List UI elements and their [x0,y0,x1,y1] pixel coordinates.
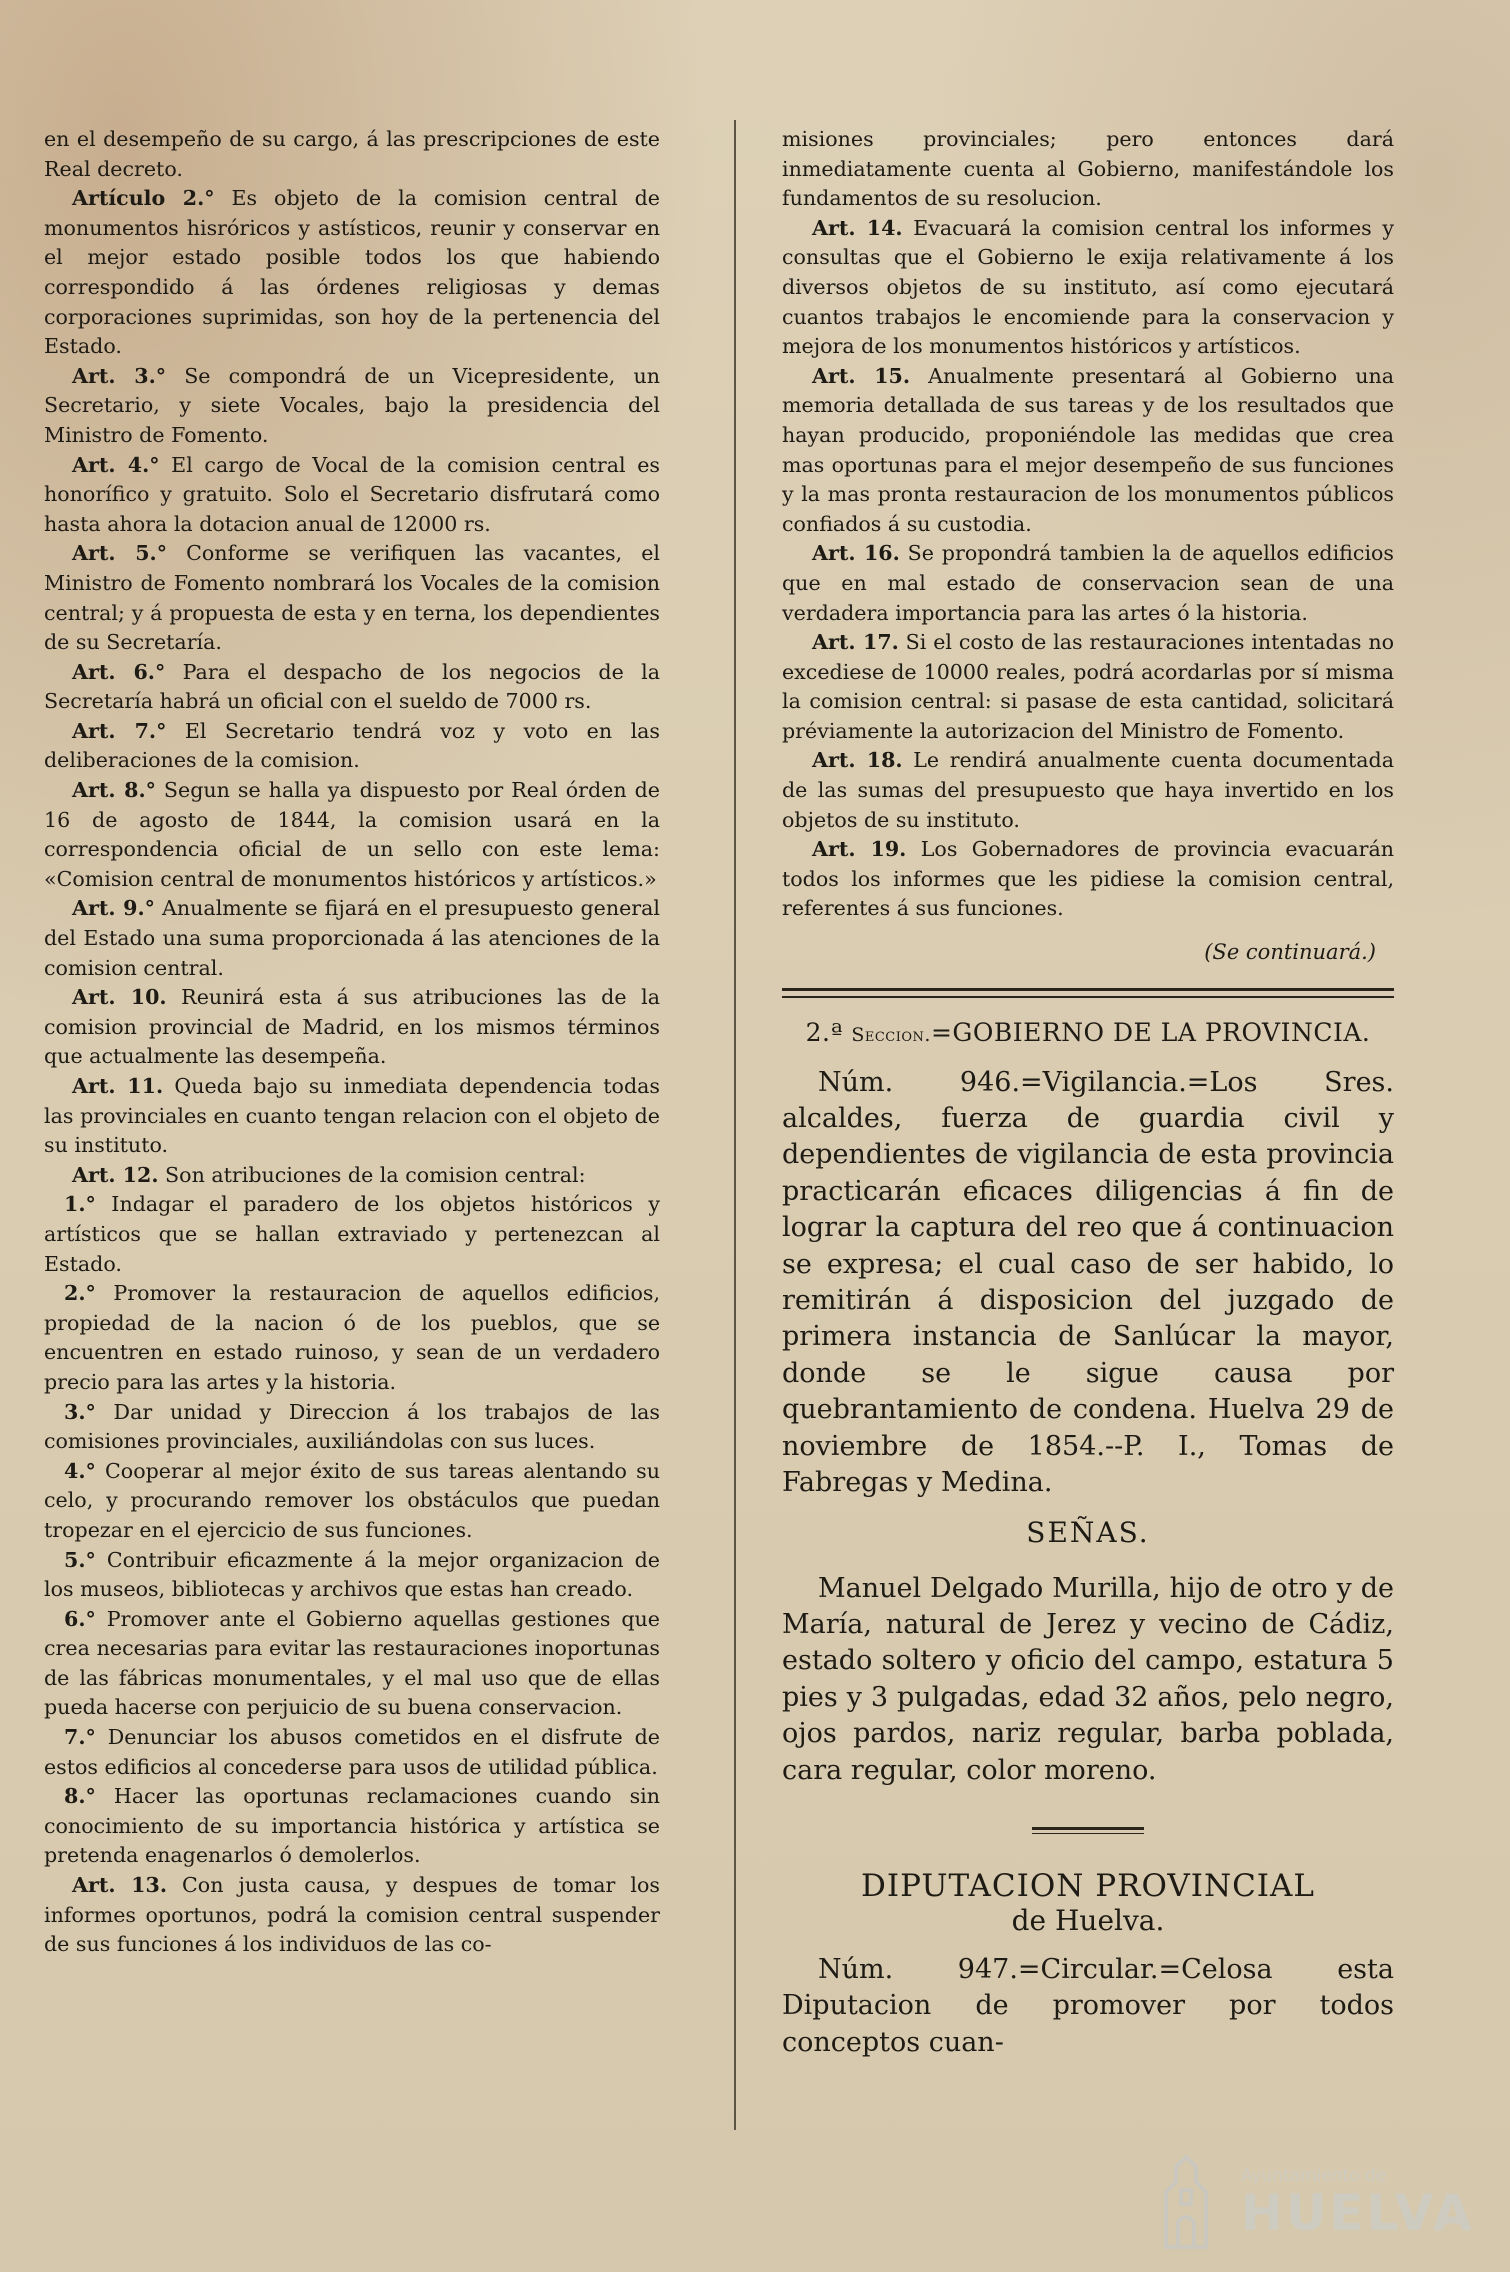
article-number: Art. 13. [72,1873,167,1898]
article-text: Se compondrá de un Vicepresidente, un Secretario, y siete Vocales, bajo la presidencia del Ministro de Fomento. [44,363,660,447]
article-paragraph [782,628,1394,746]
article-text: Contribuir eficazmente á la mejor organizacion de los museos, bibliotecas y archivos que estas han creado. [44,1547,660,1602]
article-number: 1.° [64,1192,96,1217]
article-text: Queda bajo su inmediata dependencia todas las provinciales en cuanto tengan relacion con el objeto de su instituto. [44,1074,660,1158]
article-text: Denunciar los abusos cometidos en el disfrute de estos edificios al concederse para usos de utilidad pública. [44,1725,660,1779]
article-number: Art. 12. [72,1162,159,1187]
article-text: Son atribuciones de la comision central: [158,1162,586,1187]
watermark-line2: HUELVA [1241,2184,1475,2242]
article-text: El cargo de Vocal de la comision central es honorífico y gratuito. Solo el Secretario disfrutará como hasta ahora la dotacion anual de 12000 rs. [44,452,660,536]
left-column [44,125,660,1960]
right-column [782,125,1394,2061]
article-number: 4.° [64,1458,96,1483]
article-text: misiones provinciales; pero entonces dará inmediatamente cuenta al Gobierno, manifestándole los fundamentos de su resolucion. [782,127,1394,211]
archive-watermark [1146,2148,1486,2258]
article-number: Artículo 2.° [72,186,215,211]
article-number: Art. 7.° [72,718,167,743]
article-text: Reunirá esta á sus atribuciones las de la comision provincial de Madrid, en los mismos términos que actualmente las desempeña. [44,985,660,1069]
article-paragraph [44,362,660,451]
article-paragraph [44,717,660,776]
article-paragraph [44,1871,660,1960]
article-paragraph [782,362,1394,540]
article-paragraph [782,746,1394,835]
continued-note: (Se continuará.) [1204,940,1376,965]
section-label: Seccion. [851,1023,931,1046]
article-paragraph [44,1072,660,1161]
diputacion-heading: DIPUTACION PROVINCIAL [860,1867,1316,1904]
article-number: Art. 5.° [72,541,168,566]
article-paragraph [44,894,660,983]
article-paragraph [782,214,1394,362]
article-text: Con justa causa, y despues de tomar los informes oportunos, podrá la comision central suspender de sus funciones á los individuos de las co- [44,1873,660,1957]
article-text: Hacer las oportunas reclamaciones cuando sin conocimiento de su importancia histórica y artística se pretenda enagenarlos ó demolerlos. [44,1784,660,1868]
article-number: 5.° [64,1547,96,1572]
list-item [44,1546,660,1605]
list-item [44,1605,660,1723]
article-paragraph [44,539,660,657]
diputacion-subheading: de Huelva. [1011,1903,1165,1937]
paragraph [44,125,660,184]
section-heading [782,1018,1394,1047]
article-text: Conforme se verifiquen las vacantes, el Ministro de Fomento nombrará los Vocales de la comision central; y á propuesta de esta y en terna, los dependientes de su Secretaría. [44,541,660,655]
list-item [44,1398,660,1457]
column-divider [734,120,736,2130]
article-text: en el desempeño de su cargo, á las prescripciones de este Real decreto. [44,127,660,181]
city-tower-icon [1146,2152,1226,2252]
article-text: Cooperar al mejor éxito de sus tareas alentando su celo, y procurando remover los obstáculos que puedan tropezar en el ejercicio de sus funciones. [44,1458,660,1542]
paragraph [782,125,1394,214]
article-paragraph [44,658,660,717]
article-number: Art. 8.° [72,778,156,803]
article-text: Promover ante el Gobierno aquellas gestiones que crea necesarias para evitar las restauraciones inoportunas de las fábricas monumentales, y el mal uso que de ellas pueda hacerse con perjuicio de su buena conservacion. [44,1606,660,1720]
article-number: 3.° [64,1399,96,1424]
article-number: Art. 16. [812,541,900,566]
article-number: Art. 4.° [72,452,160,477]
article-text: Promover la restauracion de aquellos edificios, propiedad de la nacion ó de los pueblos, que se encuentren en estado ruinoso, y sean de un verdadero precio para las artes y la historia. [44,1281,660,1394]
watermark-line1: Ayuntamiento de [1241,2166,1387,2186]
article-paragraph [44,184,660,362]
article-number: 2.° [64,1281,96,1306]
list-item [44,1782,660,1871]
article-text: Dar unidad y Direccion á los trabajos de las comisiones provinciales, auxiliándolas con sus luces. [44,1399,660,1454]
notice-946: Núm. 946.=Vigilancia.=Los Sres. alcaldes, fuerza de guardia civil y dependientes de vigilancia de esta provincia practicarán eficaces diligencias á fin de lograr la captura del reo que á continuacion se expresa; el cual caso de ser habido, lo remitirán á disposicion del juzgado de primera instancia de Sanlúcar la mayor, donde se le sigue causa por quebrantamiento de condena. Huelva 29 de noviembre de 1854.--P. I., Tomas de Fabregas y Medina. [782,1066,1394,1499]
article-paragraph [44,776,660,894]
article-number: Art. 14. [812,215,903,240]
article-text: Evacuará la comision central los informes y consultas que el Gobierno le exija relativamente á los diversos objetos de su instituto, así como ejecutará cuantos trabajos le encomiende para la conservacion y mejora de los monumentos históricos y artísticos. [782,215,1394,359]
article-text: Indagar el paradero de los objetos históricos y artísticos que se hallan extraviado y pertenezcan al Estado. [44,1192,660,1276]
article-text: Es objeto de la comision central de monumentos hisróricos y astísticos, reunir y conservar en el mejor estado posible todos los que habiendo correspondido á las órdenes religiosas y demas corporaciones suprimidas, son hoy de la pertenencia del Estado. [44,186,660,359]
senas-description: Manuel Delgado Murilla, hijo de otro y de María, natural de Jerez y vecino de Cádiz, estado soltero y oficio del campo, estatura 5 pies y 3 pulgadas, edad 32 años, pelo negro, ojos pardos, nariz regular, barba poblada, cara regular, color moreno. [782,1572,1394,1786]
article-text: Los Gobernadores de provincia evacuarán todos los informes que les pidiese la comision central, referentes á sus funciones. [782,837,1394,921]
article-paragraph [782,539,1394,628]
article-number: Art. 11. [72,1074,164,1098]
article-number: Art. 18. [812,748,903,773]
list-item [44,1279,660,1397]
article-number: Art. 19. [812,837,907,862]
article-paragraph [44,983,660,1072]
circular-947: Núm. 947.=Circular.=Celosa esta Diputacion de promover por todos conceptos cuan- [782,1953,1394,2058]
article-paragraph [782,835,1394,924]
article-text: Para el despacho de los negocios de la Secretaría habrá un oficial con el sueldo de 7000 rs. [44,659,660,714]
article-number: Art. 9.° [72,896,155,921]
list-item [44,1723,660,1782]
article-text: Si el costo de las restauraciones intentadas no excediese de 10000 reales, podrá acordarlas por sí misma la comision central: si pasase de esta cantidad, solicitará préviamente la autorizacion del Ministro de Fomento. [782,630,1394,743]
article-number: Art. 17. [812,630,899,655]
article-number: Art. 3.° [72,363,167,388]
list-item [44,1457,660,1546]
article-text: Segun se halla ya dispuesto por Real órden de 16 de agosto de 1844, la comision usará en la correspondencia oficial de un sello con este lema: «Comision central de monumentos históricos y artísticos.» [44,778,660,891]
section-title: =GOBIERNO DE LA PROVINCIA. [930,1017,1371,1047]
article-paragraph [44,1161,660,1191]
article-number: Art. 10. [72,985,167,1010]
article-text: Se propondrá tambien la de aquellos edificios que en mal estado de conservacion sean de una verdadera importancia para las artes ó la historia. [782,541,1394,625]
article-number: 6.° [64,1606,96,1631]
article-text: Anualmente presentará al Gobierno una memoria detallada de sus tareas y de los resultados que hayan producido, proponiéndole las medidas que crea mas oportunas para el mejor desempeño de sus funciones y la mas pronta restauracion de los monumentos públicos confiados á su custodia. [782,363,1395,536]
list-item [44,1190,660,1279]
article-number: 7.° [64,1725,96,1750]
article-paragraph [44,451,660,540]
article-text: El Secretario tendrá voz y voto en las deliberaciones de la comision. [44,718,660,773]
article-number: Art. 15. [812,363,911,388]
article-number: Art. 6.° [72,659,166,684]
senas-heading: SEÑAS. [1026,1515,1150,1549]
short-divider [1032,1827,1144,1834]
section-number: 2.ª [805,1017,843,1047]
article-text: Le rendirá anualmente cuenta documentada de las sumas del presupuesto que haya invertido en los objetos de su instituto. [782,748,1395,832]
article-number: 8.° [64,1784,96,1809]
section-divider [782,988,1394,998]
article-text: Anualmente se fijará en el presupuesto general del Estado una suma proporcionada á las atenciones de la comision central. [44,896,660,980]
